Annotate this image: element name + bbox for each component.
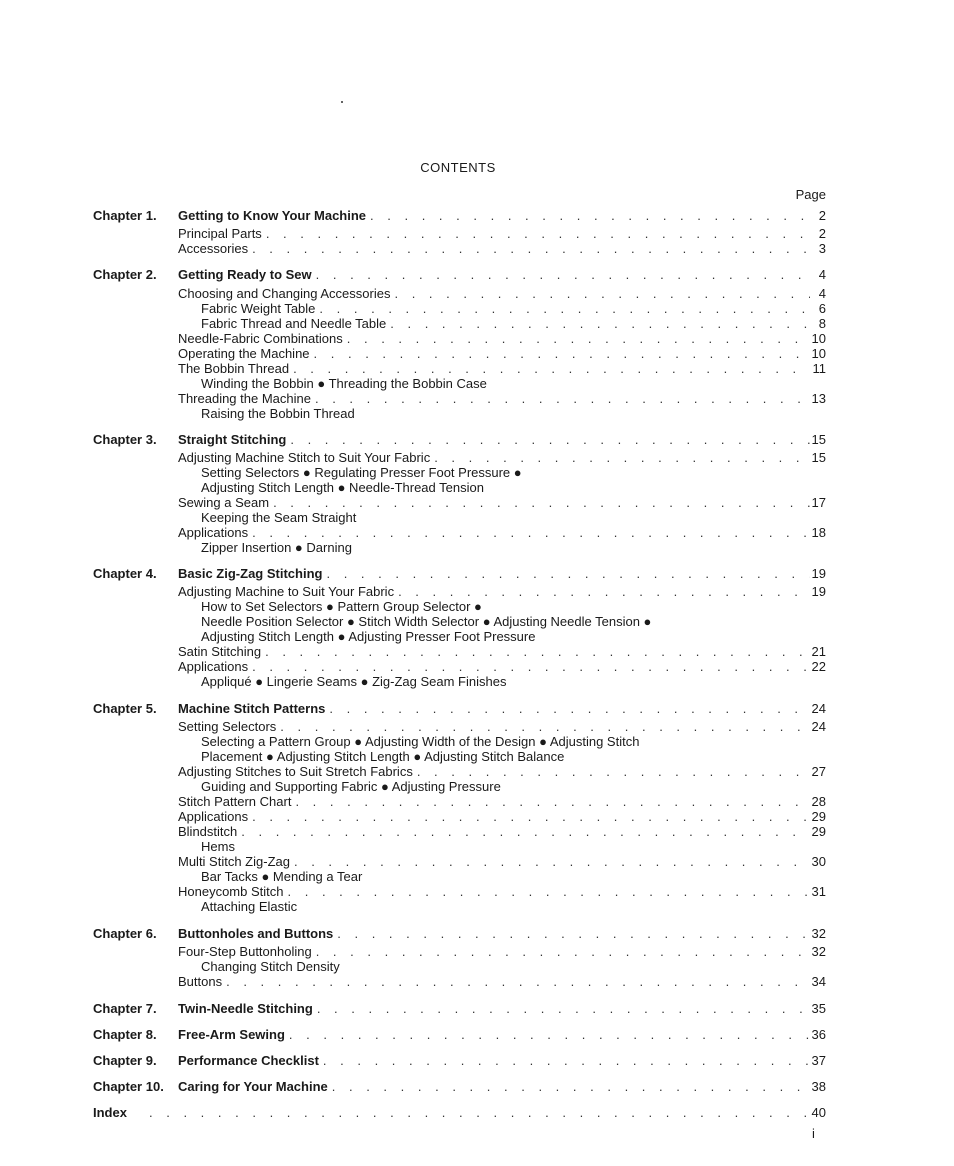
toc-row: [93, 944, 826, 959]
toc-row: [93, 764, 826, 779]
topic-list: Needle Position Selector ● Stitch Width Selector ● Adjusting Needle Tension ●: [201, 614, 652, 629]
page-number: 35: [811, 1001, 826, 1016]
toc-row: [93, 525, 826, 540]
toc-row: [93, 701, 826, 716]
topic-list: Adjusting Stitch Length ● Needle-Thread Tension: [201, 480, 484, 495]
dot-leader: [226, 974, 809, 989]
dot-leader: [289, 1027, 810, 1042]
page-number: 17: [811, 495, 826, 510]
page-column-header: Page: [795, 187, 826, 202]
toc-row: [93, 226, 826, 241]
page-number: 15: [811, 432, 826, 447]
toc-row: [93, 824, 826, 839]
page-number: 38: [811, 1079, 826, 1094]
toc-row: [93, 1001, 826, 1016]
toc-row: [93, 361, 826, 376]
section-title: Applications: [178, 659, 249, 674]
toc-row: [93, 465, 826, 480]
section-title: Principal Parts: [178, 226, 262, 241]
dot-leader: [394, 286, 810, 301]
dot-leader: [319, 301, 810, 316]
toc-row: [93, 540, 826, 555]
page-number: 10: [811, 346, 826, 361]
section-title: Setting Selectors: [178, 719, 277, 734]
dot-leader: [293, 361, 810, 376]
chapter-label: Chapter 8.: [93, 1027, 157, 1042]
topic-list: Zipper Insertion ● Darning: [201, 540, 352, 555]
topic-list: Setting Selectors ● Regulating Presser Foot Pressure ●: [201, 465, 522, 480]
section-title: Operating the Machine: [178, 346, 310, 361]
toc-row: [93, 659, 826, 674]
toc-row: [93, 974, 826, 989]
page-number: 6: [818, 301, 826, 316]
topic-list: Adjusting Stitch Length ● Adjusting Presser Foot Pressure: [201, 629, 536, 644]
section-title: Stitch Pattern Chart: [178, 794, 292, 809]
page-number: 3: [818, 241, 826, 256]
page-number: 4: [818, 286, 826, 301]
chapter-title: Getting Ready to Sew: [178, 267, 312, 282]
dot-leader: [252, 809, 809, 824]
topic-list: How to Set Selectors ● Pattern Group Selector ●: [201, 599, 482, 614]
toc-row: [93, 794, 826, 809]
dot-leader: [329, 701, 809, 716]
toc-row: [93, 884, 826, 899]
toc-row: [93, 432, 826, 447]
dot-leader: [295, 794, 809, 809]
page-number: 32: [811, 944, 826, 959]
page-number: 40: [811, 1105, 826, 1120]
dot-leader: [315, 391, 810, 406]
toc-row: [93, 854, 826, 869]
dot-leader: [323, 1053, 810, 1068]
section-title: Honeycomb Stitch: [178, 884, 284, 899]
dot-leader: [294, 854, 810, 869]
dot-leader: [266, 226, 810, 241]
page-number: 22: [811, 659, 826, 674]
toc-row: [93, 584, 826, 599]
topic-list: Appliqué ● Lingerie Seams ● Zig-Zag Seam Finishes: [201, 674, 507, 689]
chapter-title: Caring for Your Machine: [178, 1079, 328, 1094]
toc-row: [93, 406, 826, 421]
dot-leader: [434, 450, 809, 465]
topic-list: Keeping the Seam Straight: [201, 510, 357, 525]
toc-row: [93, 734, 826, 749]
section-title: Satin Stitching: [178, 644, 262, 659]
page-number: 4: [818, 267, 826, 282]
chapter-label: Chapter 6.: [93, 926, 157, 941]
page-number: 8: [818, 316, 826, 331]
toc-row: [93, 809, 826, 824]
section-title: Threading the Machine: [178, 391, 311, 406]
topic-list: Raising the Bobbin Thread: [201, 406, 355, 421]
dot-leader: [317, 1001, 810, 1016]
chapter-label: Chapter 10.: [93, 1079, 164, 1094]
dot-leader: [316, 267, 810, 282]
page-number: 19: [811, 566, 826, 581]
page-number: 31: [811, 884, 826, 899]
chapter-title: Performance Checklist: [178, 1053, 319, 1068]
toc-row: [93, 749, 826, 764]
chapter-label: Chapter 7.: [93, 1001, 157, 1016]
toc-row: [93, 301, 826, 316]
section-title: Choosing and Changing Accessories: [178, 286, 391, 301]
toc-row: [93, 869, 826, 884]
chapter-label: Index: [93, 1105, 127, 1120]
topic-list: Placement ● Adjusting Stitch Length ● Adjusting Stitch Balance: [201, 749, 565, 764]
toc-row: [93, 480, 826, 495]
section-title: Multi Stitch Zig-Zag: [178, 854, 290, 869]
toc-row: [93, 376, 826, 391]
page-number: 28: [811, 794, 826, 809]
page-number: 2: [818, 226, 826, 241]
section-title: Sewing a Seam: [178, 495, 270, 510]
dot-leader: [337, 926, 809, 941]
page-number: 34: [811, 974, 826, 989]
toc-row: [93, 629, 826, 644]
chapter-title: Basic Zig-Zag Stitching: [178, 566, 323, 581]
dot-leader: [273, 495, 809, 510]
topic-list: Hems: [201, 839, 235, 854]
section-title: Adjusting Machine to Suit Your Fabric: [178, 584, 395, 599]
toc-row: [93, 926, 826, 941]
dot-leader: [326, 566, 809, 581]
dot-leader: [347, 331, 810, 346]
page-title: CONTENTS: [420, 160, 496, 175]
toc-row: [93, 719, 826, 734]
dot-leader: [252, 525, 809, 540]
toc-row: [93, 346, 826, 361]
toc-row: [93, 674, 826, 689]
toc-row: [93, 1027, 826, 1042]
page-number: 19: [811, 584, 826, 599]
topic-list: Changing Stitch Density: [201, 959, 340, 974]
page-number: 11: [812, 361, 826, 376]
chapter-title: Machine Stitch Patterns: [178, 701, 326, 716]
page-number: 37: [811, 1053, 826, 1068]
dot-leader: [149, 1105, 810, 1120]
toc-row: [93, 599, 826, 614]
topic-list: Fabric Weight Table: [201, 301, 316, 316]
section-title: Buttons: [178, 974, 223, 989]
dot-leader: [280, 719, 809, 734]
scan-speck: [341, 101, 343, 103]
toc-row: [93, 779, 826, 794]
toc-row: [93, 510, 826, 525]
page-number: 2: [818, 208, 826, 223]
chapter-title: Free-Arm Sewing: [178, 1027, 285, 1042]
section-title: Applications: [178, 525, 249, 540]
dot-leader: [417, 764, 810, 779]
toc-row: [93, 316, 826, 331]
dot-leader: [252, 659, 809, 674]
page-number: 18: [811, 525, 826, 540]
toc-row: [93, 267, 826, 282]
toc-row: [93, 241, 826, 256]
toc-row: [93, 286, 826, 301]
chapter-label: Chapter 3.: [93, 432, 157, 447]
page-number: 36: [811, 1027, 826, 1042]
page-number: 15: [811, 450, 826, 465]
dot-leader: [316, 944, 810, 959]
toc-row: [93, 959, 826, 974]
chapter-label: Chapter 4.: [93, 566, 157, 581]
page-number: 32: [811, 926, 826, 941]
chapter-title: Straight Stitching: [178, 432, 287, 447]
chapter-title: Buttonholes and Buttons: [178, 926, 334, 941]
topic-list: Attaching Elastic: [201, 899, 298, 914]
page-number: 27: [811, 764, 826, 779]
section-title: Adjusting Machine Stitch to Suit Your Fabric: [178, 450, 431, 465]
dot-leader: [265, 644, 809, 659]
page-number: 21: [811, 644, 826, 659]
dot-leader: [252, 241, 810, 256]
dot-leader: [390, 316, 810, 331]
page-number: 29: [811, 824, 826, 839]
dot-leader: [314, 346, 810, 361]
section-title: Accessories: [178, 241, 249, 256]
toc-row: [93, 391, 826, 406]
page-number: 29: [811, 809, 826, 824]
topic-list: Bar Tacks ● Mending a Tear: [201, 869, 363, 884]
toc-row: [93, 839, 826, 854]
page-number: 13: [811, 391, 826, 406]
toc-row: [93, 495, 826, 510]
toc-row: [93, 1105, 826, 1120]
page-number: 10: [811, 331, 826, 346]
section-title: The Bobbin Thread: [178, 361, 290, 376]
section-title: Adjusting Stitches to Suit Stretch Fabrics: [178, 764, 413, 779]
toc-row: [93, 644, 826, 659]
section-title: Needle-Fabric Combinations: [178, 331, 343, 346]
toc-row: [93, 566, 826, 581]
toc-row: [93, 331, 826, 346]
toc-row: [93, 208, 826, 223]
dot-leader: [288, 884, 810, 899]
toc-row: [93, 614, 826, 629]
dot-leader: [398, 584, 809, 599]
chapter-label: Chapter 5.: [93, 701, 157, 716]
page-number: 30: [811, 854, 826, 869]
topic-list: Selecting a Pattern Group ● Adjusting Width of the Design ● Adjusting Stitch: [201, 734, 640, 749]
chapter-label: Chapter 1.: [93, 208, 157, 223]
dot-leader: [290, 432, 809, 447]
page-number: 24: [811, 719, 826, 734]
footer-page-number: i: [812, 1126, 815, 1141]
dot-leader: [370, 208, 810, 223]
topic-list: Winding the Bobbin ● Threading the Bobbin Case: [201, 376, 487, 391]
table-of-contents: [93, 200, 826, 1120]
chapter-title: Getting to Know Your Machine: [178, 208, 367, 223]
topic-list: Fabric Thread and Needle Table: [201, 316, 387, 331]
toc-row: [93, 450, 826, 465]
chapter-label: Chapter 2.: [93, 267, 157, 282]
chapter-title: Twin-Needle Stitching: [178, 1001, 313, 1016]
section-title: Four-Step Buttonholing: [178, 944, 312, 959]
section-title: Blindstitch: [178, 824, 238, 839]
dot-leader: [332, 1079, 810, 1094]
toc-row: [93, 1053, 826, 1068]
dot-leader: [241, 824, 809, 839]
toc-row: [93, 899, 826, 914]
page-number: 24: [811, 701, 826, 716]
section-title: Applications: [178, 809, 249, 824]
topic-list: Guiding and Supporting Fabric ● Adjusting Pressure: [201, 779, 501, 794]
toc-row: [93, 1079, 826, 1094]
chapter-label: Chapter 9.: [93, 1053, 157, 1068]
